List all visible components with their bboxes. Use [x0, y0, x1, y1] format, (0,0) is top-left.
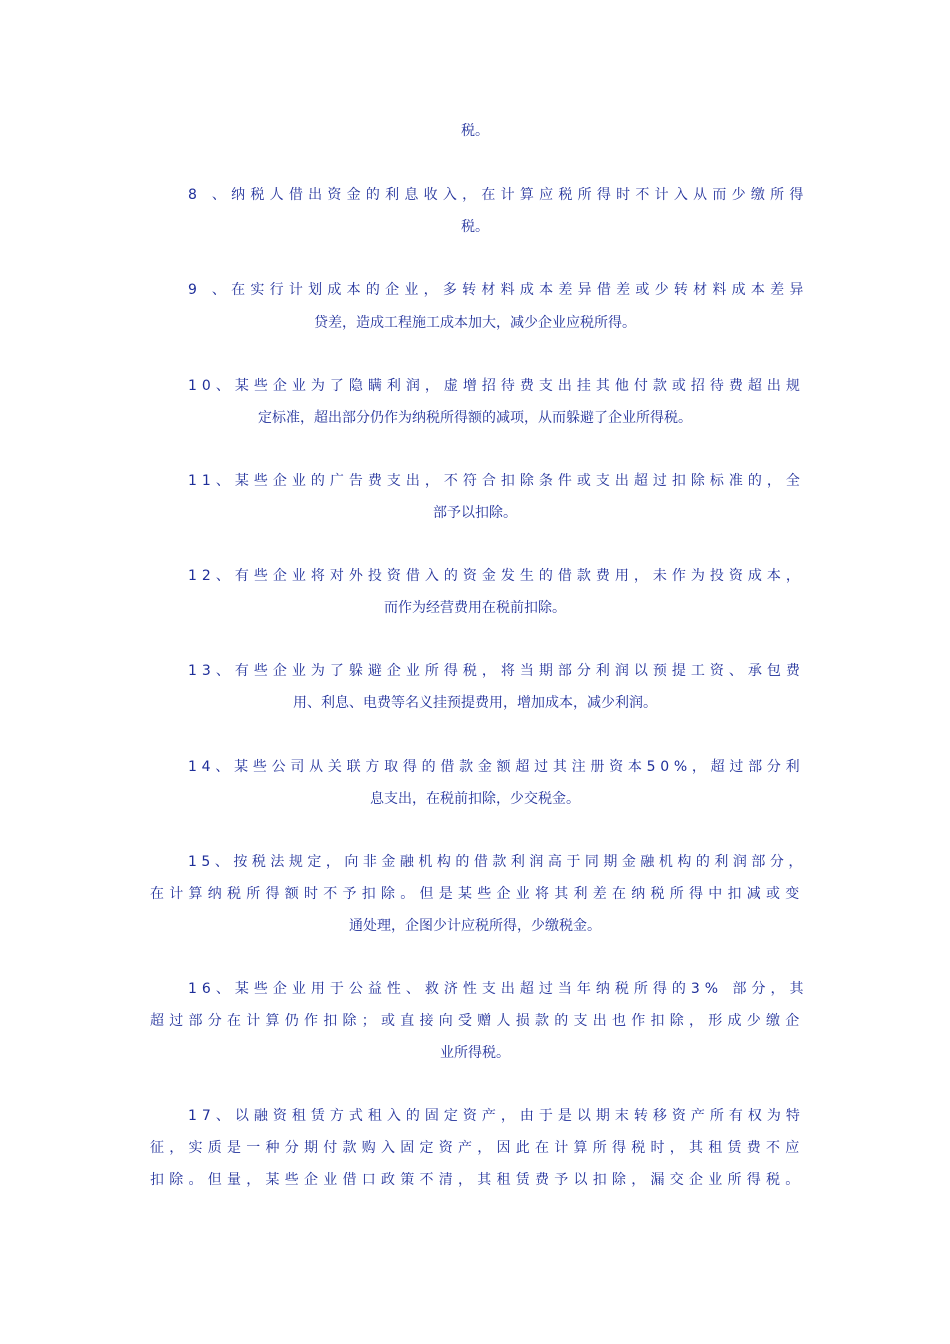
- paragraph-line: 17、以融资租赁方式租入的固定资产，由于是以期末转移资产所有权为特: [188, 1108, 805, 1124]
- paragraph-line: 14、某些公司从关联方取得的借款金额超过其注册资本50%，超过部分利: [188, 759, 805, 775]
- paragraph-line: 扣除。但量，某些企业借口政策不清，其租赁费予以扣除，漏交企业所得税。: [150, 1172, 805, 1188]
- paragraph-line: 12、有些企业将对外投资借入的资金发生的借款费用，未作为投资成本，: [188, 568, 805, 584]
- paragraph-line: 通处理，企图少计应税所得，少缴税金。: [349, 918, 601, 934]
- paragraph-line: 用、利息、电费等名义挂预提费用，增加成本，减少利润。: [293, 695, 657, 711]
- paragraph-line: 10、某些企业为了隐瞒利润，虚增招待费支出挂其他付款或招待费超出规: [188, 378, 805, 394]
- paragraph-line: 13、有些企业为了躲避企业所得税，将当期部分利润以预提工资、承包费: [188, 663, 805, 679]
- paragraph-line: 定标准，超出部分仍作为纳税所得额的减项，从而躲避了企业所得税。: [258, 410, 692, 426]
- paragraph-line: 部予以扣除。: [433, 505, 517, 521]
- paragraph-line: 16、某些企业用于公益性、救济性支出超过当年纳税所得的3% 部分，其: [188, 981, 809, 997]
- paragraph-line: 税。: [461, 123, 489, 139]
- paragraph-line: 8 、纳税人借出资金的利息收入，在计算应税所得时不计入从而少缴所得: [188, 187, 809, 203]
- paragraph-line: 而作为经营费用在税前扣除。: [384, 600, 566, 616]
- paragraph-line: 15、按税法规定，向非金融机构的借款利润高于同期金融机构的利润部分，: [188, 854, 807, 870]
- paragraph-line: 息支出，在税前扣除，少交税金。: [370, 791, 580, 807]
- paragraph-line: 税。: [461, 219, 489, 235]
- paragraph-line: 业所得税。: [440, 1045, 510, 1061]
- paragraph-line: 征，实质是一种分期付款购入固定资产，因此在计算所得税时，其租赁费不应: [150, 1140, 805, 1156]
- paragraph-line: 11、某些企业的广告费支出，不符合扣除条件或支出超过扣除标准的，全: [188, 473, 805, 489]
- paragraph-line: 在计算纳税所得额时不予扣除。但是某些企业将其利差在纳税所得中扣减或变: [150, 886, 805, 902]
- paragraph-line: 超过部分在计算仍作扣除；或直接向受赠人损款的支出也作扣除，形成少缴企: [150, 1013, 805, 1029]
- paragraph-line: 贷差，造成工程施工成本加大，减少企业应税所得。: [314, 315, 636, 331]
- paragraph-line: 9 、在实行计划成本的企业，多转材料成本差异借差或少转材料成本差异: [188, 282, 809, 298]
